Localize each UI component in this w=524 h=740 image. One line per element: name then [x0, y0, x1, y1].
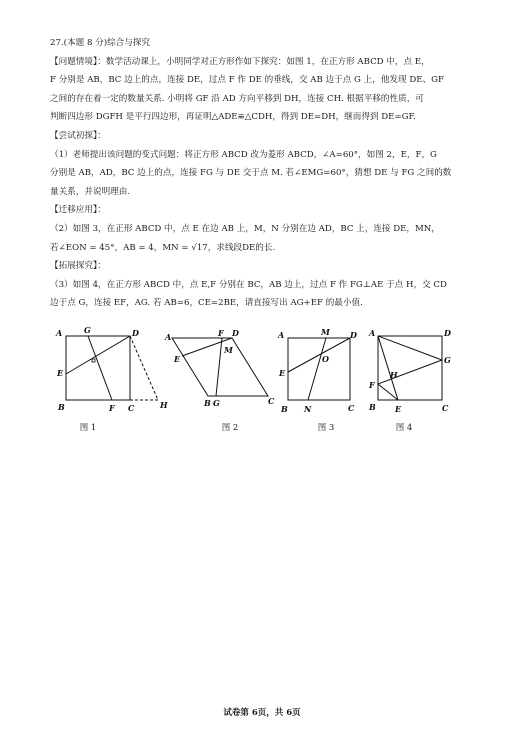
fig2-label: G — [213, 398, 220, 408]
fig3-label: M — [321, 327, 330, 337]
fig2-caption: 图 2 — [221, 423, 239, 433]
fig1-label: F — [109, 403, 115, 413]
problem-line: 边于点 G，连接 EF，AG. 若 AB=6，CE=2BE，请直接写出 AG+EF 的最小值. — [50, 298, 363, 309]
problem-line: 量关系，并说明理由. — [50, 186, 131, 197]
problem-header: 27.(本题 8 分)综合与探究 — [50, 38, 151, 48]
problem-line: （1）老师提出该问题的变式问题：将正方形 ABCD 改为菱形 ABCD，∠A=60°，如图 2，E，F，G — [50, 149, 437, 160]
problem-line: 之间的存在着一定的数量关系. 小明将 GF 沿 AD 方向平移到 DH，连接 CH. 根据平移的性质，可 — [50, 93, 424, 104]
fig4-label: E — [395, 404, 402, 414]
fig2-label: M — [224, 345, 233, 355]
fig2-label: B — [204, 398, 211, 408]
fig1-label: E — [57, 368, 64, 378]
fig1-caption: 图 1 — [79, 423, 97, 433]
section-heading: 【迁移应用】： — [50, 205, 106, 216]
fig2-label: F — [218, 328, 224, 338]
problem-line: 若∠EON = 45°，AB = 4，MN = √17，求线段DE的长. — [50, 242, 276, 253]
fig3-label: A — [278, 330, 285, 340]
problem-line: F 分别是 AB，BC 边上的点，连接 DE，过点 F 作 DE 的垂线，交 AB 边于点 G 上，他发现 DE、GF — [50, 75, 444, 86]
problem-line: 判断四边形 DGFH 是平行四边形，再证明△ADE≌△CDH，得到 DE=DH，继而得到 DE=GF. — [50, 112, 416, 123]
section-heading: 【尝试初探】： — [50, 130, 106, 141]
figure-4 — [366, 326, 476, 418]
problem-line: （2）如图 3，在正形 ABCD 中，点 E 在边 AB 上，M，N 分别在边 AD，BC 上，连接 DE，MN， — [50, 223, 440, 234]
problem-text — [50, 34, 482, 313]
section-heading: 【拓展探究】： — [50, 261, 106, 272]
fig1-label: B — [58, 402, 65, 412]
figures-row — [44, 326, 504, 444]
fig1-label: D — [132, 328, 139, 338]
fig1-label: H — [160, 400, 168, 410]
problem-line: 分别是 AB，AD，BC 边上的点，连接 FG 与 DE 交于点 M. 若∠EMG=60°，猜想 DE 与 FG 之间的数 — [50, 168, 452, 179]
page-footer: 试卷第 6页，共 6页 — [223, 708, 301, 718]
problem-line: （3）如图 4，在正方形 ABCD 中，点 E,F 分别在 BC，AB 边上，过点 F 作 FG⊥AE 于点 H，交 CD — [50, 279, 447, 290]
fig4-label: H — [390, 370, 398, 380]
fig1-label: C — [128, 403, 135, 413]
fig2-label: C — [268, 396, 275, 406]
fig2-label: A — [165, 332, 172, 342]
fig4-label: A — [369, 328, 376, 338]
fig3-label: D — [350, 330, 357, 340]
fig3-label: N — [304, 404, 312, 414]
fig4-label: C — [442, 403, 449, 413]
fig4-label: F — [369, 380, 375, 390]
fig1-label: G — [84, 326, 91, 335]
fig1-label: A — [56, 328, 63, 338]
fig4-label: D — [444, 328, 451, 338]
fig3-label: O — [322, 354, 329, 364]
fig3-label: C — [348, 403, 355, 413]
fig4-label: G — [444, 355, 451, 365]
fig4-label: B — [369, 402, 376, 412]
fig3-caption: 图 3 — [317, 423, 335, 433]
fig3-label: E — [279, 368, 286, 378]
fig2-label: E — [174, 354, 181, 364]
figure-2 — [160, 326, 280, 418]
figure-3 — [270, 326, 380, 418]
problem-line: 【问题情境】：数学活动课上，小明同学对正方形作如下探究：如图 1，在正方形 ABCD 中，点 E， — [50, 56, 430, 67]
figure-1 — [54, 326, 174, 418]
fig2-label: D — [232, 328, 239, 338]
fig3-label: B — [281, 404, 288, 414]
fig4-caption: 图 4 — [395, 423, 413, 433]
